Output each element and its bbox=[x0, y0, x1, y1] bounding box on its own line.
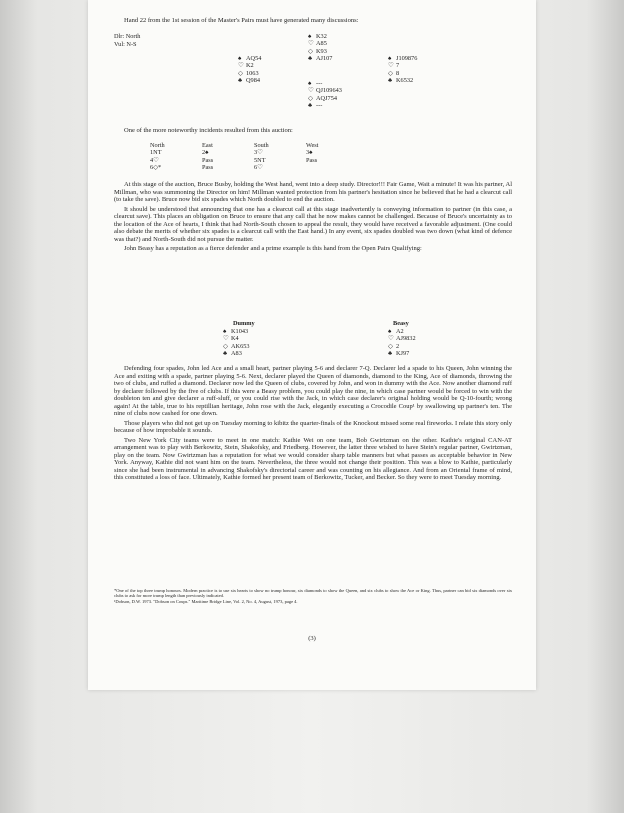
diamond-icon: ◇ bbox=[238, 69, 243, 77]
beasy-hand: ♠ A2 ♡ AJ9832 ◇ 2 ♣ KJ97 bbox=[388, 328, 416, 357]
east-hand: ♠ J109876 ♡ 7 ◇ 8 ♣ K6532 bbox=[388, 55, 418, 84]
diamond-icon: ◇ bbox=[308, 94, 313, 102]
south-hand: ♠ --- ♡ QJ109643 ◇ AQJ754 ♣ --- bbox=[308, 80, 342, 109]
dummy-label: Dummy bbox=[233, 320, 255, 327]
footnotes bbox=[114, 588, 512, 604]
heart-icon: ♡ bbox=[388, 62, 394, 70]
document-page bbox=[88, 0, 536, 690]
heart-icon: ♡ bbox=[388, 335, 394, 343]
auction-row: 1NT 2♠ 3♡ 3♠ bbox=[150, 149, 313, 157]
beasy-label: Beasy bbox=[393, 320, 409, 327]
spade-icon: ♠ bbox=[308, 33, 312, 40]
heart-icon: ♡ bbox=[238, 62, 244, 70]
vulnerability-label: Vul: N-S bbox=[114, 41, 137, 48]
body-text-2: Defending four spades, John led Ace and a small heart, partner playing 5-6 and declarer 7-Q. Declarer led a spade to his Queen, John winning the Ace and exiting with a spade, partner playing 5-6. Next, declarer played the Queen of diamonds, diamond to the King, Ace of diamonds, throwing the two of clubs, and ruffed a diamond. Declarer now led the Queen of clubs, covered by John, and won in dummy with the Ace. Now another diamond ruff by declarer followed by the five of clubs. If this were a Beasy problem, you could play the nine, in which case partner would be forced to win with the doubleton ten and give declarer a ruff-sluff, or you could rise with the Jack, in which case declarer's original holding would be Q-10-fourth; wrong again! At the table, true to his reptillian heritage, John rose with the Jack, elegantly executing a Crocodile Coup¹ by swallowing up partner's ten. The nine of clubs now cashed for one down. Those players who did not get up on Tuesday morning to kibitz the quarter-finals of the Knockout missed some real fireworks. I relate this story only because of how improbable it sounds. Two New York City teams were to meet in one match: Kathie Wei on one team, Bob Gwirtzman on the other. Kathie's original CAN-AT arrangement was to play with Berkowitz, Stein, Shakofsky, and Friedberg. However, the latter three wished to have Stein's regular partner, Gwirtzman, play on the team. Now Gwirtzman has a reputation for what we would consider sharp table manners but what passes as acceptable behavior in New York. Anyway, Kathie did not want him on the team. Nevertheless, the three would not change their position. This was a blow to Kathie, particularly since she had been instrumental in advancing Shakofsky's directorial career and was counting on his allegiance. And from an Oriental frame of mind, this constituted a loss of face. Ultimately, Kathie formed her present team of Berkowitz, Tucker, and Becker. So they were to meet Tuesday morning. bbox=[114, 365, 512, 481]
diamond-icon: ◇ bbox=[308, 47, 313, 55]
club-icon: ♣ bbox=[388, 76, 393, 84]
page-number: (3) bbox=[308, 635, 316, 642]
diamond-icon: ◇ bbox=[388, 342, 393, 350]
club-icon: ♣ bbox=[223, 349, 228, 357]
auction-intro: One of the more noteworthy incidents resulted from this auction: bbox=[124, 127, 293, 134]
spade-icon: ♠ bbox=[223, 328, 227, 335]
footnote-trump-honours: *One of the top three trump honours. Modern practice is to use six hearts to show no trump honour, six diamonds to show the Queen, and six clubs to show the Ace or King. Thus, partner can bid six diamonds over six clubs to ask for more trump length than previously indicated. bbox=[114, 588, 512, 599]
intro-paragraph: Hand 22 from the 1st session of the Master's Pairs must have generated many discussions: bbox=[124, 17, 359, 24]
club-icon: ♣ bbox=[388, 349, 393, 357]
spade-icon: ♠ bbox=[238, 55, 242, 62]
west-hand: ♠ AQ54 ♡ K2 ◇ 1063 ♣ Q984 bbox=[238, 55, 262, 84]
auction-row: 6◇* Pass 6♡ bbox=[150, 164, 263, 172]
club-icon: ♣ bbox=[308, 54, 313, 62]
auction-header-row: North East South West bbox=[150, 142, 319, 149]
dealer-label: Dlr: North bbox=[114, 33, 141, 40]
footnote-reference: ¹Dobson, D.W. 1973. "Dobson on Coups." Maritime Bridge Line, Vol. 2, No. 4, August, 1973, page 4. bbox=[114, 598, 298, 604]
heart-icon: ♡ bbox=[308, 87, 314, 95]
spade-icon: ♠ bbox=[388, 328, 392, 335]
spade-icon: ♠ bbox=[308, 80, 312, 87]
auction-row: 4♡ Pass 5NT Pass bbox=[150, 156, 318, 164]
heart-icon: ♡ bbox=[308, 40, 314, 48]
diamond-icon: ◇ bbox=[223, 342, 228, 350]
body-text-1: At this stage of the auction, Bruce Busby, holding the West hand, went into a deep study. Director!!! Fair Game, Wait a minute! It was his partner, Al Millman, who was summoning the Director on him! Millman wanted protection from his partner's hesitation since he believed that he had a clearcut call (to take the save). Bruce now bid six spades which North doubled to end the auction. It should be understood that announcing that one has a clearcut call at this stage inadvertently is conveying information to partner (in this case, a clearcut save). This places an obligation on Bruce to ensure that any call that he now makes cannot be challenged. Because of Bruce's uncertainty as to the location of the Ace of hearts, I think that had North-South chosen to appeal the result, they would have received a favorable adjustment. (One could also debate the merits of whether six spades is a clearcut call with the East hand.) In any event, six spades doubled was two down (what kind of defence was that?) and North-South did not pursue the matter. John Beasy has a reputation as a fierce defender and a prime example is this hand from the Open Pairs Qualifying: bbox=[114, 181, 512, 252]
club-icon: ♣ bbox=[308, 101, 313, 109]
diamond-icon: ◇ bbox=[388, 69, 393, 77]
dummy-hand: ♠ K1043 ♡ K4 ◇ AK653 ♣ A83 bbox=[223, 328, 250, 357]
auction-table bbox=[150, 142, 358, 172]
heart-icon: ♡ bbox=[223, 335, 229, 343]
spade-icon: ♠ bbox=[388, 55, 392, 62]
club-icon: ♣ bbox=[238, 76, 243, 84]
north-hand: ♠ K32 ♡ A85 ◇ K93 ♣ AJ107 bbox=[308, 33, 333, 62]
